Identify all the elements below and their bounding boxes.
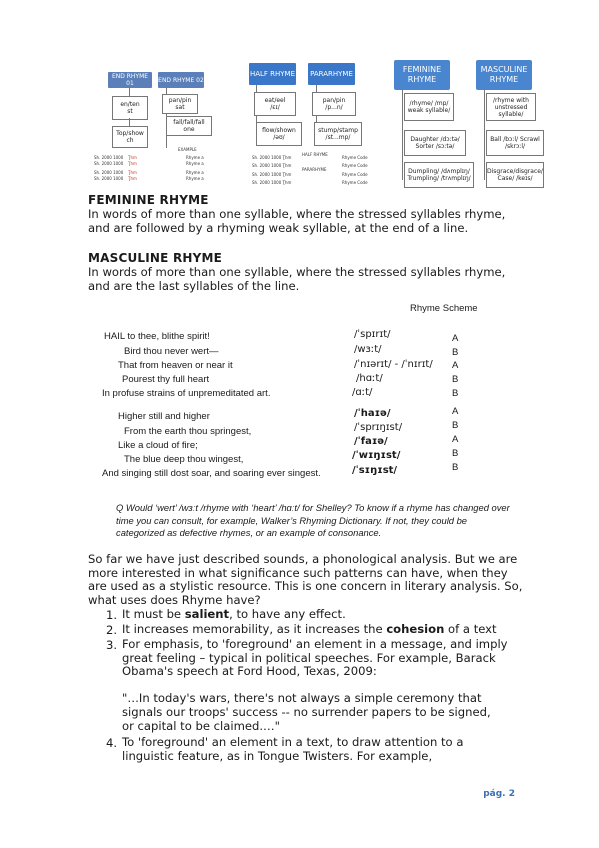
list-number: 4. — [106, 736, 118, 750]
scheme-letter: A — [452, 434, 459, 445]
half-rhyme-box-1 — [254, 92, 296, 116]
scheme-letter: A — [452, 360, 459, 371]
list-number: 2. — [106, 623, 118, 637]
tiny-row: Ʈhm — [128, 170, 137, 175]
scheme-letter: A — [452, 406, 459, 417]
box-text: en/ten — [120, 101, 140, 108]
tiny-row: Sh. 2000 1000 — [94, 176, 124, 181]
feminine-box-2: Daughter /dɔːtə/ Sorter /sɔːtə/ — [404, 130, 466, 156]
poem-line: The blue deep thou wingest, — [124, 454, 244, 465]
poem-line: Bird thou never wert— — [124, 346, 219, 357]
end-rhyme-01-box-2 — [112, 126, 148, 148]
masculine-title: MASCULINE RHYME — [88, 251, 223, 265]
ipa-transcription: /ˈsprɪŋɪst/ — [354, 422, 403, 433]
tiny-row: Sh. 2000 1000 — [94, 155, 124, 160]
box-text: sat — [175, 104, 185, 111]
tiny-row: Rhyme Code — [342, 163, 368, 168]
scheme-letter: B — [452, 420, 459, 431]
pararhyme-box-2 — [314, 122, 362, 146]
feminine-title: FEMININE RHYME — [88, 193, 209, 207]
connector — [129, 118, 130, 126]
scheme-letter: B — [452, 448, 459, 459]
list-item — [122, 623, 532, 637]
list-bold: cohesion — [386, 622, 445, 636]
poem-line: Pourest thy full heart — [122, 374, 210, 385]
tiny-row: Rhyme Code — [342, 155, 368, 160]
box-text: /p...n/ — [325, 104, 343, 111]
pararhyme-box-1 — [312, 92, 356, 116]
masculine-box-1: /rhyme with unstressed syllable/ — [486, 93, 536, 121]
tiny-row: Rhyme a — [186, 176, 204, 181]
list-item: For emphasis, to 'foreground' an element in a message, and imply great feeling – typical in political speeches. For example, Barack Obama's speech at Ford Hood, Texas, 2009: — [122, 637, 508, 678]
scheme-letter: A — [452, 333, 459, 344]
quote-line: or capital to be claimed.…" — [122, 719, 280, 733]
ipa-transcription: /wɜːt/ — [354, 344, 382, 355]
box-text: /st...mp/ — [325, 134, 351, 141]
poem-line: HAIL to thee, blithe spirit! — [104, 331, 210, 342]
connector — [402, 90, 403, 180]
scheme-letter: B — [452, 462, 459, 473]
tiny-row: Sh. 2000 1000 — [94, 170, 124, 175]
scheme-letter: B — [452, 347, 459, 358]
ipa-transcription: /ˈhaɪə/ — [354, 408, 391, 419]
list-item — [122, 608, 532, 622]
ipa-transcription: /ˈwɪŋɪst/ — [352, 450, 401, 461]
box-text: pan/pin — [322, 97, 346, 104]
end-rhyme-02-box-2 — [166, 116, 212, 136]
quote-line: signals our troops' success -- no surrender papers to be signed, — [122, 705, 491, 719]
end-rhyme-02-header: END RHYME 02 — [158, 72, 204, 88]
tiny-row: Sh. 2000 1000 Ʈhm — [252, 155, 292, 160]
list-text: of a text — [444, 622, 497, 636]
box-text: st — [127, 108, 133, 115]
scheme-letter: B — [452, 388, 459, 399]
list-bold: salient — [184, 607, 230, 621]
poem-line: And singing still dost soar, and soaring ever singest. — [102, 468, 321, 479]
quote-line: "…In today's wars, there's not always a simple ceremony that — [122, 691, 482, 705]
end-rhyme-02-box-1 — [162, 94, 198, 114]
list-number: 3. — [106, 638, 118, 652]
list-text: It must be — [122, 607, 185, 621]
poem-line: In profuse strains of unpremeditated art. — [102, 388, 271, 399]
feminine-box-1: /rhyme/ /mp/ weak syllable/ — [404, 93, 454, 121]
pararhyme-label: PARARHYME — [302, 167, 327, 172]
example-label: EXAMPLE — [178, 147, 197, 152]
analysis-paragraph: So far we have just described sounds, a phonological analysis. But we are more interested in what significance such patterns can have, when they are used as a stylistic resource. This is one concern in literary analysis. So, what uses does Rhyme have? — [88, 552, 523, 607]
pararhyme-header: PARARHYME — [308, 63, 355, 85]
box-text: one — [183, 126, 195, 133]
list-text: , to have any effect. — [229, 607, 346, 621]
tiny-row: Sh. 2000 1000 Ʈhm — [252, 180, 292, 185]
rhyme-scheme-title: Rhyme Scheme — [410, 303, 478, 314]
half-rhyme-label: HALF RHYME — [302, 152, 328, 157]
end-rhyme-01-header: END RHYME 01 — [108, 72, 152, 88]
tiny-row: Ʈhm — [128, 155, 137, 160]
box-text: Top/show — [116, 130, 144, 137]
end-rhyme-01-box-1 — [112, 96, 148, 120]
feminine-text: In words of more than one syllable, where the stressed syllables rhyme, and are followed by a rhyming weak syllable, at the end of a line. — [88, 207, 506, 235]
tiny-row: Sh. 2000 1000 Ʈhm — [252, 172, 292, 177]
box-text: eat/eel — [264, 97, 286, 104]
list-item: To 'foreground' an element in a text, to draw attention to a linguistic feature, as in Tongue Twisters. For example, — [122, 735, 464, 763]
scheme-letter: B — [452, 374, 459, 385]
list-text: It increases memorability, as it increases the — [122, 622, 387, 636]
connector — [129, 88, 130, 96]
ipa-transcription: /ˈnɪərɪt/ - /ˈnɪrɪt/ — [354, 359, 433, 370]
tiny-row: Rhyme Code — [342, 180, 368, 185]
tiny-row: Ʈhm — [128, 176, 137, 181]
masculine-box-2: Ball /bɔːl/ Scrawl /skrɔːl/ — [486, 130, 544, 156]
tiny-row: Rhyme a — [186, 170, 204, 175]
ipa-transcription: /ɑːt/ — [352, 387, 373, 398]
box-text: /ɛɪ/ — [270, 104, 280, 111]
half-rhyme-header: HALF RHYME — [249, 63, 296, 85]
connector — [484, 90, 485, 180]
feminine-box-3: Dumpling/ /dʌmplɪŋ/ Trumpling/ /trʌmplɪŋ/ — [404, 162, 474, 188]
question-note: Q Would ‘wert’ /wɜːt /rhyme with ‘heart’ /hɑːt/ for Shelley? To know if a rhyme has changed over time you can consult, for example, Walker’s Rhyming Dictionary. If not, they could be categorized as defective rhymes, or an example of consonance. — [116, 502, 510, 538]
ipa-transcription: /ˈspɪrɪt/ — [354, 329, 391, 340]
page-number: pág. 2 — [483, 789, 515, 799]
masculine-text: In words of more than one syllable, where the stressed syllables rhyme, and are the last syllables of the line. — [88, 265, 506, 293]
poem-line: That from heaven or near it — [118, 360, 233, 371]
tiny-row: Ʈhm — [128, 161, 137, 166]
list-number: 1. — [106, 608, 118, 622]
tiny-row: Rhyme Code — [342, 172, 368, 177]
masculine-rhyme-header: MASCULINE RHYME — [476, 60, 532, 90]
box-text: fall/fall/fall — [173, 119, 205, 126]
ipa-transcription: /ˈsɪŋɪst/ — [352, 465, 398, 476]
poem-line: Higher still and higher — [118, 411, 210, 422]
box-text: pan/pin — [168, 97, 192, 104]
half-rhyme-box-2 — [256, 122, 302, 146]
box-text: /əʊ/ — [273, 134, 285, 141]
ipa-transcription: /hɑːt/ — [356, 373, 383, 384]
tiny-row: Sh. 2000 1000 Ʈhm — [252, 163, 292, 168]
feminine-rhyme-header: FEMININE RHYME — [394, 60, 450, 90]
tiny-row: Rhyme a — [186, 155, 204, 160]
masculine-box-3: Disgrace/disgrace/ Case/ /keɪs/ — [486, 162, 544, 188]
poem-line: From the earth thou springest, — [124, 426, 252, 437]
box-text: stump/stamp — [318, 127, 358, 134]
box-text: flow/shown — [262, 127, 296, 134]
tiny-row: Sh. 2000 1000 — [94, 161, 124, 166]
box-text: ch — [126, 137, 134, 144]
tiny-row: Rhyme a — [186, 161, 204, 166]
poem-line: Like a cloud of fire; — [118, 440, 198, 451]
ipa-transcription: /ˈfaɪə/ — [354, 436, 388, 447]
